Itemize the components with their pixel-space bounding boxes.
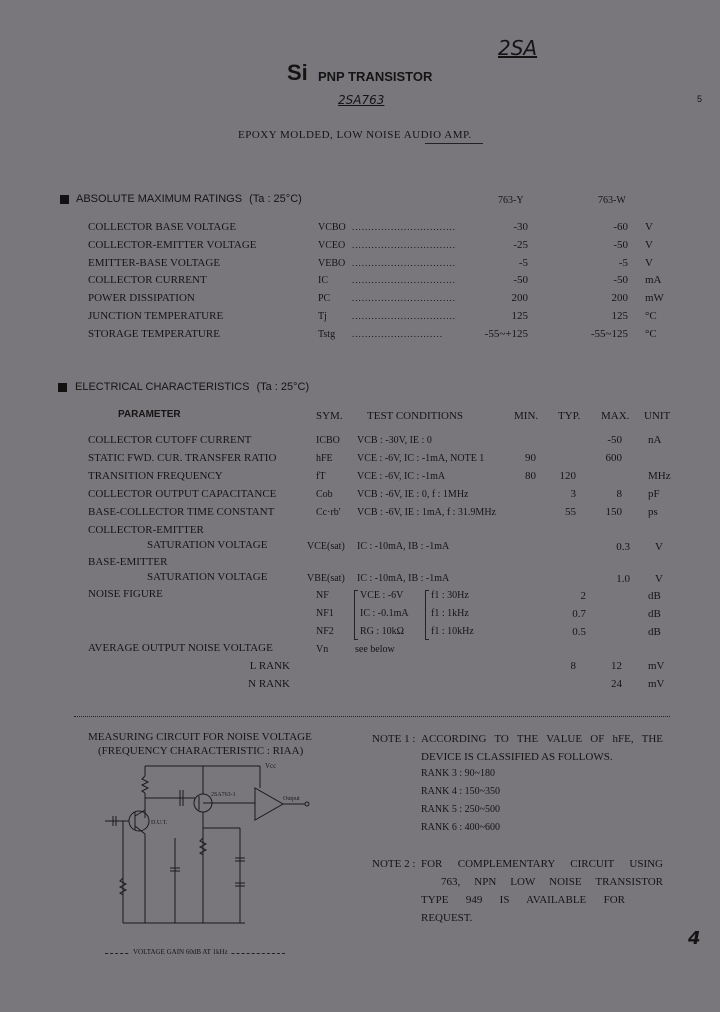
abs-max-symbol: VCEO xyxy=(318,239,346,251)
abs-max-symbol: IC xyxy=(318,275,328,287)
abs-max-value-y: 125 xyxy=(511,310,528,322)
noise-symbol: NF2 xyxy=(316,626,334,637)
sat1-cond: IC : -10mA, IB : -1mA xyxy=(357,541,450,552)
note-rank-item: RANK 3 : 90~180 xyxy=(421,768,496,779)
abs-max-value-w: -60 xyxy=(613,221,628,233)
noise-typ: 0.7 xyxy=(572,608,586,620)
elec-heading-text: ELECTRICAL CHARACTERISTICS xyxy=(75,381,250,393)
col-header-max: MAX. xyxy=(601,410,630,422)
noise-unit: dB xyxy=(648,590,661,602)
abs-max-value-w: -50 xyxy=(613,238,628,251)
elec-param-name: COLLECTOR OUTPUT CAPACITANCE xyxy=(88,488,277,500)
abs-max-heading xyxy=(76,193,302,205)
abs-max-heading-cond: (Ta : 25°C) xyxy=(249,193,302,205)
elec-param-name: TRANSITION FREQUENCY xyxy=(88,470,223,482)
note2-line-1: FOR COMPLEMENTARY CIRCUIT USING xyxy=(421,858,663,870)
circuit-vcc-label: Vcc xyxy=(265,762,277,770)
subtitle: EPOXY MOLDED, LOW NOISE AUDIO AMP. xyxy=(238,129,472,141)
noise-typ: 2 xyxy=(580,590,586,602)
title-si: Si xyxy=(287,60,308,85)
rank-name: N RANK xyxy=(248,678,290,690)
noise-brace-left xyxy=(354,590,358,640)
elec-test-condition: VCB : -6V, IE : 0, f : 1MHz xyxy=(357,489,469,500)
section-bullet xyxy=(58,383,67,392)
elec-test-condition: VCE : -6V, IC : -1mA xyxy=(357,471,446,482)
abs-max-unit: V xyxy=(645,221,653,233)
margin-mark: 5 xyxy=(697,94,703,104)
rank-max: 24 xyxy=(611,678,622,690)
col-header-cond: TEST CONDITIONS xyxy=(367,410,464,422)
abs-max-col-w: 763-W xyxy=(598,195,626,206)
avg-noise-sym: Vn xyxy=(316,644,329,655)
note2-line-3: TYPE 949 IS AVAILABLE FOR xyxy=(421,894,625,906)
circuit-title: MEASURING CIRCUIT FOR NOISE VOLTAGE xyxy=(88,731,312,743)
col-header-sym: SYM. xyxy=(316,410,343,422)
elec-unit: ps xyxy=(648,506,658,518)
note-rank-item: RANK 5 : 250~500 xyxy=(421,804,501,815)
noise-measuring-circuit-diagram xyxy=(95,758,315,928)
sat1-name1: COLLECTOR-EMITTER xyxy=(88,524,204,536)
elec-param-name: STATIC FWD. CUR. TRANSFER RATIO xyxy=(88,452,277,464)
handwritten-note-top: 2SA xyxy=(498,36,538,60)
elec-min: 80 xyxy=(525,470,536,482)
abs-max-unit: mW xyxy=(645,292,664,305)
abs-max-param-name: COLLECTOR BASE VOLTAGE xyxy=(88,221,237,233)
abs-max-dot-leader: ................................ xyxy=(352,222,456,232)
section-divider xyxy=(74,716,670,717)
gain-label: VOLTAGE GAIN 60dB AT 1kHz xyxy=(130,948,231,956)
elec-max: -50 xyxy=(607,434,622,446)
elec-test-condition: VCE : -6V, IC : -1mA, NOTE 1 xyxy=(357,453,485,464)
elec-typ: 120 xyxy=(559,470,576,482)
abs-max-value-w: 125 xyxy=(611,310,628,322)
abs-max-unit: °C xyxy=(645,327,657,340)
abs-max-param-name: POWER DISSIPATION xyxy=(88,292,195,305)
rank-unit: mV xyxy=(648,678,665,690)
noise-cond-a: VCE : -6V xyxy=(360,590,404,601)
elec-max: 600 xyxy=(605,452,622,464)
sat1-unit: V xyxy=(655,541,663,553)
elec-min: 90 xyxy=(525,452,536,464)
circuit-subtitle: (FREQUENCY CHARACTERISTIC : RIAA) xyxy=(98,745,304,757)
note2-line-2: 763, NPN LOW NOISE TRANSISTOR xyxy=(441,876,663,888)
sat2-name1: BASE-EMITTER xyxy=(88,556,168,568)
noise-typ: 0.5 xyxy=(572,626,586,638)
abs-max-value-y: -55~+125 xyxy=(484,327,528,340)
abs-max-dot-leader: ................................ xyxy=(352,293,456,304)
abs-max-value-y: -5 xyxy=(518,256,528,269)
elec-unit: MHz xyxy=(648,470,671,482)
noise-brace-right xyxy=(425,590,429,640)
elec-typ: 3 xyxy=(570,488,576,500)
elec-param-name: COLLECTOR CUTOFF CURRENT xyxy=(88,434,252,446)
elec-max: 150 xyxy=(605,506,622,518)
noise-cond-a: RG : 10kΩ xyxy=(360,626,405,637)
col-header-min: MIN. xyxy=(514,410,539,422)
section-bullet xyxy=(60,195,69,204)
abs-max-param-name: COLLECTOR CURRENT xyxy=(88,274,207,287)
abs-max-value-w: -55~125 xyxy=(590,327,628,340)
subtitle-underline xyxy=(425,143,483,144)
note1-line-2: DEVICE IS CLASSIFIED AS FOLLOWS. xyxy=(421,751,613,763)
sat2-cond: IC : -10mA, IB : -1mA xyxy=(357,573,450,584)
sat2-unit: V xyxy=(655,573,663,585)
elec-max: 8 xyxy=(616,488,622,500)
abs-max-param-name: EMITTER-BASE VOLTAGE xyxy=(88,256,221,269)
margin-mark-bottom: 4 xyxy=(688,928,701,949)
abs-max-dot-leader: ................................ xyxy=(352,275,456,286)
abs-max-symbol: Tj xyxy=(318,311,327,322)
abs-max-symbol: VEBO xyxy=(318,257,346,269)
abs-max-param-name: COLLECTOR-EMITTER VOLTAGE xyxy=(88,238,257,251)
noise-cond-b: f1 : 1kHz xyxy=(431,608,469,619)
sat2-max: 1.0 xyxy=(616,573,630,585)
avg-noise-name: AVERAGE OUTPUT NOISE VOLTAGE xyxy=(88,642,273,654)
noise-cond-b: f1 : 10kHz xyxy=(431,626,474,637)
elec-symbol: Cob xyxy=(316,489,333,500)
abs-max-unit: V xyxy=(645,238,653,251)
rank-name: L RANK xyxy=(249,660,290,672)
abs-max-col-y: 763-Y xyxy=(498,195,524,206)
noise-cond-a: IC : -0.1mA xyxy=(360,608,409,619)
abs-max-unit: mA xyxy=(645,274,662,287)
page-title: PNP TRANSISTOR xyxy=(318,69,433,84)
sat1-name2: SATURATION VOLTAGE xyxy=(147,539,268,551)
noise-symbol: NF xyxy=(316,590,329,601)
abs-max-unit: °C xyxy=(645,310,657,322)
elec-param-name: BASE-COLLECTOR TIME CONSTANT xyxy=(88,506,275,518)
col-header-typ: TYP. xyxy=(558,410,581,422)
part-number: 2SA763 xyxy=(338,93,385,107)
note-rank-item: RANK 4 : 150~350 xyxy=(421,786,501,797)
rank-unit: mV xyxy=(648,660,665,672)
elec-symbol: fT xyxy=(316,471,326,482)
note-rank-item: RANK 6 : 400~600 xyxy=(421,822,501,833)
elec-typ: 55 xyxy=(565,506,576,518)
abs-max-symbol: VCBO xyxy=(318,222,346,233)
circuit-output-label: Output xyxy=(283,796,300,802)
noise-unit: dB xyxy=(648,626,661,638)
abs-max-symbol: PC xyxy=(318,293,331,305)
elec-heading xyxy=(75,381,309,393)
note1-label: NOTE 1 : xyxy=(372,733,416,745)
sat2-name2: SATURATION VOLTAGE xyxy=(147,571,268,583)
col-header-unit: UNIT xyxy=(644,410,671,422)
abs-max-dot-leader: ................................ xyxy=(352,311,456,321)
elec-symbol: ICBO xyxy=(316,435,340,446)
abs-max-dot-leader: ................................ xyxy=(352,239,456,250)
abs-max-value-w: 200 xyxy=(611,292,628,305)
abs-max-value-w: -5 xyxy=(618,256,628,269)
sat1-max: 0.3 xyxy=(616,541,630,553)
abs-max-unit: V xyxy=(645,256,653,269)
elec-test-condition: VCB : -30V, IE : 0 xyxy=(357,435,432,446)
note2-label: NOTE 2 : xyxy=(372,858,416,870)
elec-unit: nA xyxy=(648,434,662,446)
abs-max-param-name: STORAGE TEMPERATURE xyxy=(88,327,220,340)
rank-typ: 8 xyxy=(570,660,576,672)
noise-figure-name: NOISE FIGURE xyxy=(88,588,163,600)
elec-symbol: Cc·rb' xyxy=(316,507,341,518)
elec-unit: pF xyxy=(648,488,660,500)
note1-line-1: ACCORDING TO THE VALUE OF hFE, THE xyxy=(421,733,663,745)
elec-test-condition: VCB : -6V, IE : 1mA, f : 31.9MHz xyxy=(357,507,496,518)
noise-cond-b: f1 : 30Hz xyxy=(431,590,469,601)
note2-line-4: REQUEST. xyxy=(421,912,473,924)
sat2-sym: VBE(sat) xyxy=(307,573,345,584)
abs-max-dot-leader: ................................ xyxy=(352,257,456,268)
abs-max-value-w: -50 xyxy=(613,274,628,287)
noise-unit: dB xyxy=(648,608,661,620)
rank-max: 12 xyxy=(611,660,622,672)
abs-max-value-y: -50 xyxy=(513,274,528,287)
abs-max-heading-text: ABSOLUTE MAXIMUM RATINGS xyxy=(76,193,243,205)
circuit-transistor-label: 2SA763-1 xyxy=(211,792,236,798)
abs-max-value-y: -30 xyxy=(513,221,528,233)
sat1-sym: VCE(sat) xyxy=(307,541,345,552)
col-header-param: PARAMETER xyxy=(118,409,181,420)
abs-max-dot-leader: ............................ xyxy=(352,328,443,339)
noise-symbol: NF1 xyxy=(316,608,334,619)
abs-max-value-y: -25 xyxy=(513,238,528,251)
circuit-dut-label: D.U.T. xyxy=(151,820,168,826)
avg-noise-cond: see below xyxy=(355,644,395,655)
abs-max-symbol: Tstg xyxy=(318,328,336,340)
abs-max-value-y: 200 xyxy=(511,292,528,305)
abs-max-param-name: JUNCTION TEMPERATURE xyxy=(88,310,224,322)
elec-symbol: hFE xyxy=(316,453,333,464)
elec-heading-cond: (Ta : 25°C) xyxy=(256,381,310,393)
